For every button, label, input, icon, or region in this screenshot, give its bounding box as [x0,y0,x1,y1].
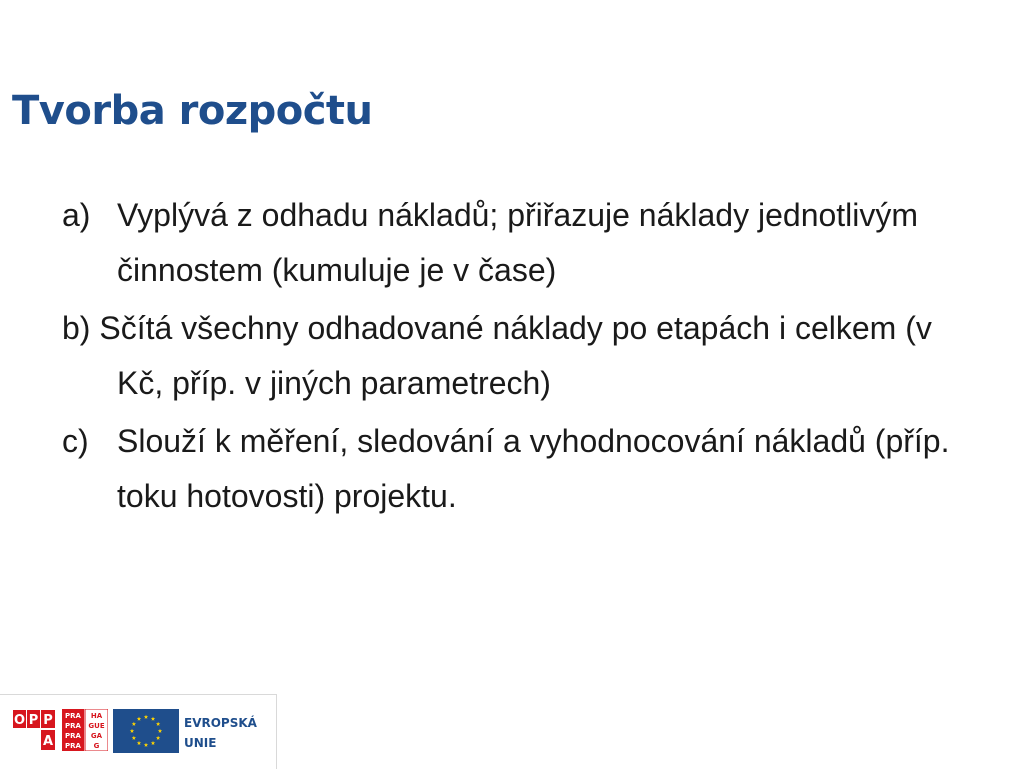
praha-logo [62,709,108,751]
praha-logo-text: PRA [65,732,81,740]
eu-flag-icon [113,709,179,753]
opp-letter: P [28,713,39,728]
opp-logo [12,709,56,751]
footer-logo-strip [0,694,277,769]
praha-logo-text: HA [90,712,103,720]
praha-logo-text: PRA [65,712,81,720]
praha-logo-text: G [93,742,100,750]
opp-letter: O [13,713,26,728]
list-item-c [62,414,982,524]
praha-logo-text: GA [90,732,103,740]
praha-logo-text: PRA [65,722,81,730]
list-item-text: Sčítá všechny odhadované náklady po etapách i celkem (v Kč, příp. v jiných parametrech) [99,310,932,401]
list-marker: b) [62,310,91,346]
list-item-b [62,301,982,411]
list-marker: a) [62,197,91,233]
eu-label-line1: EVROPSKÁ [184,716,257,730]
praha-logo-text: PRA [65,742,81,750]
slide-title: Tvorba rozpočtu [12,88,373,134]
praha-logo-text: GUE [88,722,105,730]
bullet-list [62,188,982,527]
opp-letter: A [42,734,54,749]
list-item-text: Vyplývá z odhadu nákladů; přiřazuje náklady jednotlivým činnostem (kumuluje je v čase) [117,197,919,288]
list-item-text: Slouží k měření, sledování a vyhodnocování nákladů (příp. toku hotovosti) projektu. [117,423,950,514]
list-item-a [62,188,982,298]
opp-letter: P [43,713,53,728]
list-marker: c) [62,423,89,459]
eu-label [184,713,257,753]
eu-label-line2: UNIE [184,736,217,750]
